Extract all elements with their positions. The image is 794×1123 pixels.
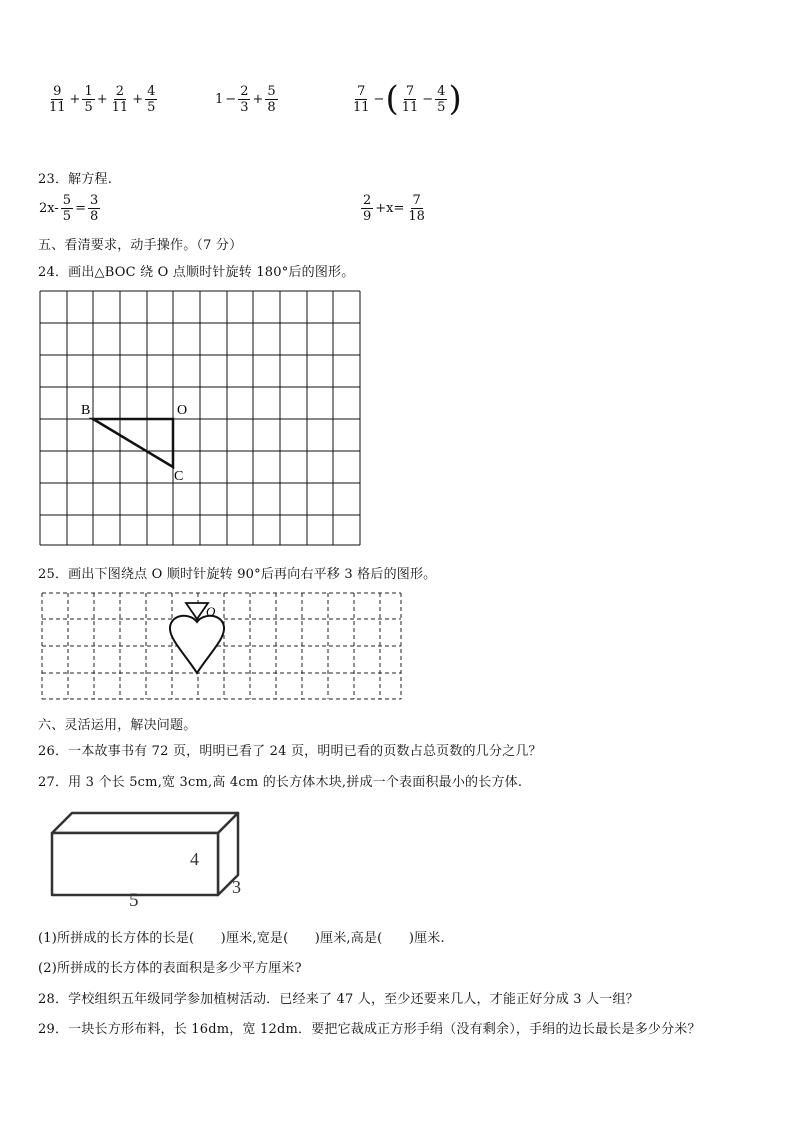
question-24-text: 24．画出△BOC 绕 O 点顺时针旋转 180°后的图形。: [38, 265, 355, 280]
calc-expression-2: 1 − $\frac{2}{3}$ + $\frac{5}{8}$: [215, 84, 276, 115]
question-27-part-2: (2)所拼成的长方体的表面积是多少平方厘米?: [38, 961, 302, 976]
question-26-text: 26．一本故事书有 72 页，明明已看了 24 页，明明已看的页数占总页数的几分之几？: [38, 744, 542, 759]
dashed-grid-lines: [42, 593, 401, 699]
fraction: $\frac{2}{9}$: [363, 193, 372, 224]
cuboid-top-face: [52, 813, 238, 833]
question-25-text: 25．画出下图绕点 O 顺时针旋转 90°后再向右平移 3 格后的图形。: [38, 567, 437, 582]
label-c: C: [174, 469, 184, 484]
calc-expression-1: $\frac{9}{11}$ + $\frac{1}{5}$ + $\frac{2}{11}$ + $\frac{4}{5}$: [49, 84, 156, 115]
heart-shape: [170, 616, 224, 673]
dashed-grid-25: [38, 589, 404, 703]
triangle-boc: [93, 419, 173, 467]
rotation-grid-24: [38, 289, 363, 547]
fraction: $\frac{4}{5}$: [147, 84, 156, 115]
fraction: $\frac{7}{18}$: [408, 193, 425, 224]
fraction: $\frac{7}{11}$: [401, 83, 419, 115]
question-27-part-1: (1)所拼成的长方体的长是( )厘米,宽是( )厘米,高是( )厘米.: [38, 931, 445, 946]
fraction: $\frac{4}{5}$: [437, 83, 446, 115]
fraction: $\frac{7}{11}$: [353, 83, 370, 115]
label-b: B: [81, 403, 91, 418]
cuboid-width-label: 3: [232, 877, 241, 897]
question-23-title: 23．解方程.: [38, 172, 113, 187]
fraction: $\frac{2}{3}$: [240, 84, 249, 115]
question-27-text: 27．用 3 个长 5cm,宽 3cm,高 4cm 的长方体木块,拼成一个表面积最小的长方体.: [38, 775, 523, 790]
question-29-text: 29．一块长方形布料，长 16dm，宽 12dm．要把它裁成正方形手绢（没有剩余），手绢的边长最长是多少分米？: [38, 1022, 701, 1037]
grid-lines: [40, 291, 360, 545]
label-o: O: [206, 604, 216, 619]
fraction: $\frac{1}{5}$: [84, 84, 93, 115]
fraction: $\frac{5}{5}$: [62, 193, 72, 224]
fraction: $\frac{2}{11}$: [111, 84, 129, 115]
cuboid-figure: [44, 805, 254, 910]
fraction: $\frac{5}{8}$: [267, 84, 276, 115]
cuboid-length-label: 5: [129, 890, 139, 910]
section-5-heading: 五、看清要求，动手操作。（7 分）: [38, 238, 243, 253]
calc-expression-3: $\frac{7}{11}$ − ( $\frac{7}{11}$ − $\frac{4}{5}$ ): [353, 79, 462, 119]
cuboid-height-label: 4: [190, 849, 199, 869]
label-o: O: [177, 403, 188, 418]
equation-1: 2x- $\frac{5}{5}$ = $\frac{3}{8}$: [39, 193, 99, 224]
question-28-text: 28．学校组织五年级同学参加植树活动．已经来了 47 人，至少还要来几人，才能正好分成 3 人一组？: [38, 992, 639, 1007]
fraction: $\frac{9}{11}$: [49, 84, 66, 115]
equation-2: $\frac{2}{9}$ +x= $\frac{7}{18}$: [363, 193, 425, 224]
section-6-heading: 六、灵活运用，解决问题。: [38, 718, 197, 733]
fraction: $\frac{3}{8}$: [89, 193, 99, 224]
